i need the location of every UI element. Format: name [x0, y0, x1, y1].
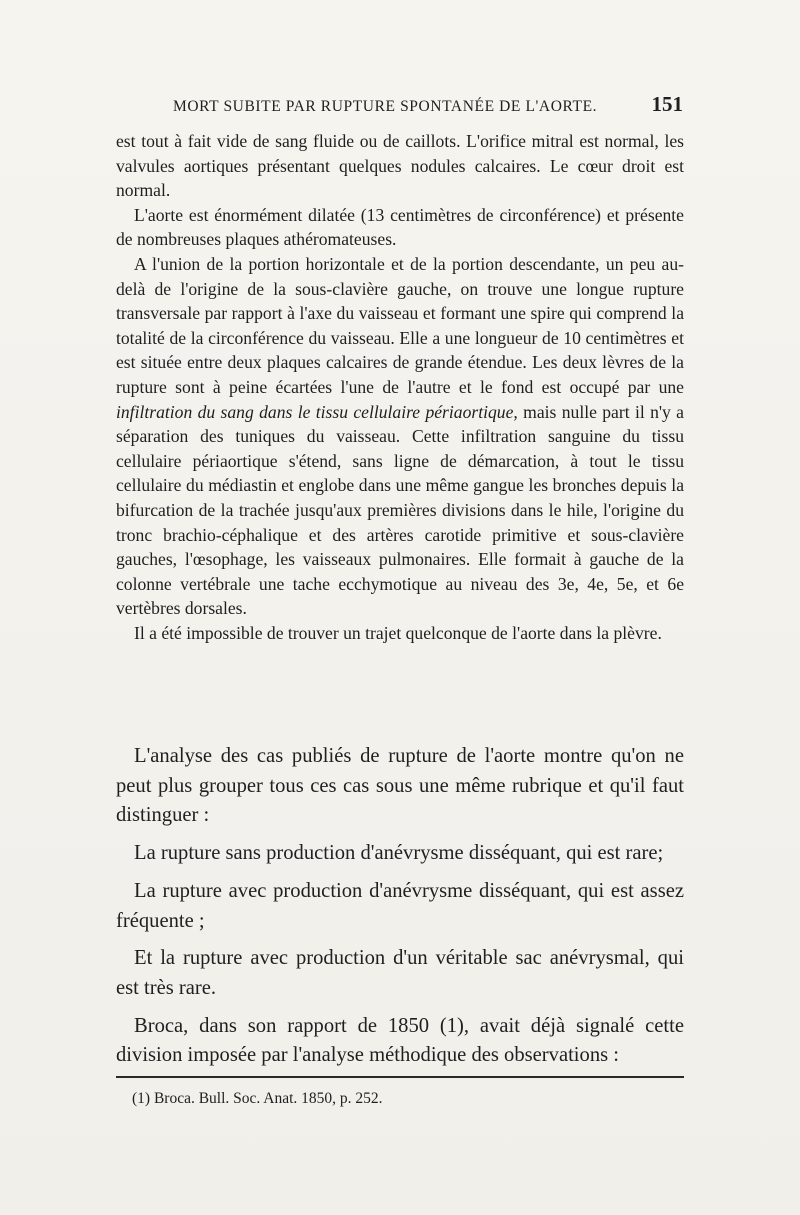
- case-paragraph-3-italic: infiltration du sang dans le tissu cellulaire périaortique,: [116, 401, 518, 422]
- discussion-paragraph-2: La rupture sans production d'anévrysme disséquant, qui est rare;: [134, 842, 664, 865]
- discussion-paragraph-4: Et la rupture avec production d'un véritable sac anévrysmal, qui est très rare.: [116, 947, 684, 999]
- running-title: MORT SUBITE PAR RUPTURE SPONTANÉE DE L'AORTE.: [173, 98, 598, 115]
- page-number: 151: [651, 92, 683, 116]
- discussion-paragraph-3: La rupture avec production d'anévrysme disséquant, qui est assez fréquente ;: [116, 879, 684, 932]
- footnote: (1) Broca. Bull. Soc. Anat. 1850, p. 252.: [132, 1090, 383, 1107]
- case-paragraph-3: [116, 252, 684, 621]
- case-paragraph-2: L'aorte est énormément dilatée (13 centimètres de circonférence) et présente de nombreuses plaques athéromateuses.: [116, 204, 684, 250]
- case-paragraph-4: Il a été impossible de trouver un trajet quelconque de l'aorte dans la plèvre.: [134, 622, 662, 643]
- footnote-divider: [116, 1076, 684, 1078]
- discussion-text: [116, 742, 684, 1071]
- case-report-text: [116, 129, 684, 645]
- case-paragraph-1: est tout à fait vide de sang fluide ou de caillots. L'orifice mitral est normal, les valvules aortiques présentant quelques nodules calcaires. Le cœur droit est normal.: [116, 131, 684, 201]
- discussion-paragraph-5: Broca, dans son rapport de 1850 (1), avait déjà signalé cette division imposée par l'analyse méthodique des observations :: [116, 1014, 684, 1067]
- discussion-paragraph-1: L'analyse des cas publiés de rupture de l'aorte montre qu'on ne peut plus grouper tous ces cas sous une même rubrique et qu'il faut distinguer :: [116, 745, 684, 827]
- running-head: [173, 92, 683, 117]
- case-paragraph-3-part-b: mais nulle part il n'y a séparation des tuniques du vaisseau. Cette infiltration sanguine du tissu cellulaire périaortique s'étend, sans ligne de démarcation, à tout le tissu cellulaire du médiastin et englobe dans une même gangue les bronches depuis la bifurcation de la trachée jusqu'aux premières divisions dans le hile, l'origine du tronc brachio-céphalique et des artères carotide primitive et sous-clavière gauches, l'œsophage, les vaisseaux pulmonaires. Elle formait à gauche de la colonne vertébrale une tache ecchymotique au niveau des 3e, 4e, 5e, et 6e vertèbres dorsales.: [116, 401, 684, 619]
- case-paragraph-3-part-a: A l'union de la portion horizontale et de la portion descendante, un peu au-delà de l'origine de la sous-clavière gauche, on trouve une longue rupture transversale par rapport à l'axe du vaisseau et formant une spire qui comprend la totalité de la circonférence du vaisseau. Elle a une longueur de 10 centimètres et est située entre deux plaques calcaires de grande étendue. Les deux lèvres de la rupture sont à peine écartées l'une de l'autre et le fond est occupé par une: [116, 253, 684, 397]
